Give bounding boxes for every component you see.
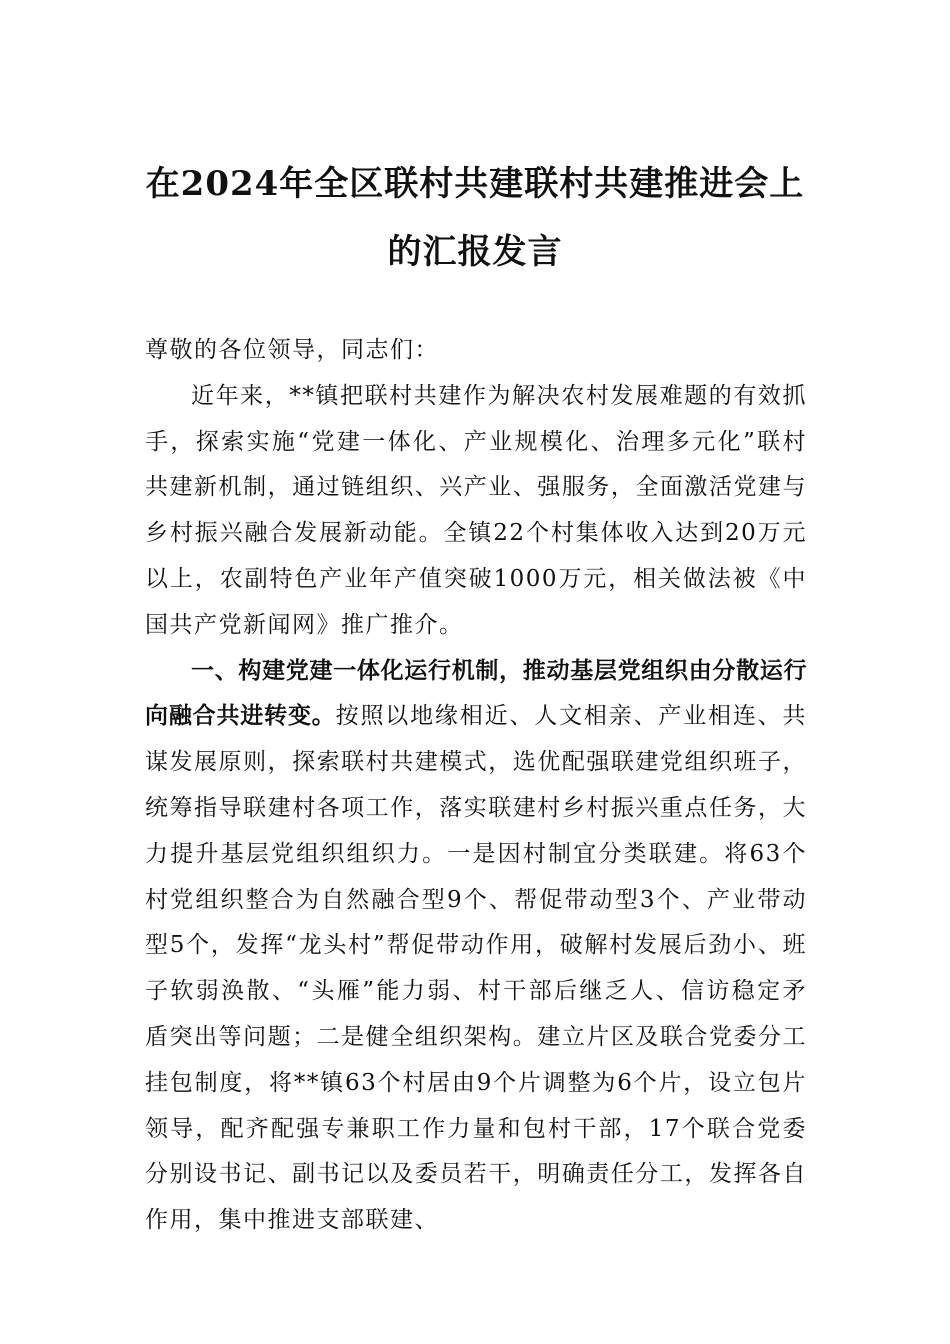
title-line-2: 的汇报发言 (387, 232, 563, 272)
section-1-body: 按照以地缘相近、人文相亲、产业相连、共谋发展原则，探索联村共建模式，选优配强联建党组织班子，统筹指导联建村各项工作，落实联建村乡村振兴重点任务，大力提升基层党组织组织力。一是因村制宜分类联建。将63个村党组织整合为自然融合型9个、帮促带动型3个、产业带动型5个，发挥“龙头村”帮促带动作用，破解村发展后劲小、班子软弱涣散、“头雁”能力弱、村干部后继乏人、信访稳定矛盾突出等问题；二是健全组织架构。建立片区及联合党委分工挂包制度，将**镇63个村居由9个片调整为6个片，设立包片领导，配齐配强专兼职工作力量和包村干部，17个联合党委分别设书记、副书记以及委员若干，明确责任分工，发挥各自作用，集中推进支部联建、 (145, 703, 808, 1234)
salutation: 尊敬的各位领导，同志们： (145, 337, 439, 363)
document-title (120, 150, 830, 286)
intro-paragraph: 近年来，**镇把联村共建作为解决农村发展难题的有效抓手，探索实施“党建一体化、产业规模化、治理多元化”联村共建新机制，通过链组织、兴产业、强服务，全面激活党建与乡村振兴融合发展新动能。全镇22个村集体收入达到20万元以上，农副特色产业年产值突破1000万元，相关做法被《中国共产党新闻网》推广推介。 (145, 382, 807, 638)
section-1-heading: 一、构建党建一体化运行机制，推动基层党组织由分散运行向融合共进转变。 (145, 657, 807, 730)
section-1-paragraph (145, 649, 807, 1244)
title-line-1: 在2024年全区联村共建联村共建推进会上 (145, 164, 805, 204)
document-body (145, 328, 807, 1244)
